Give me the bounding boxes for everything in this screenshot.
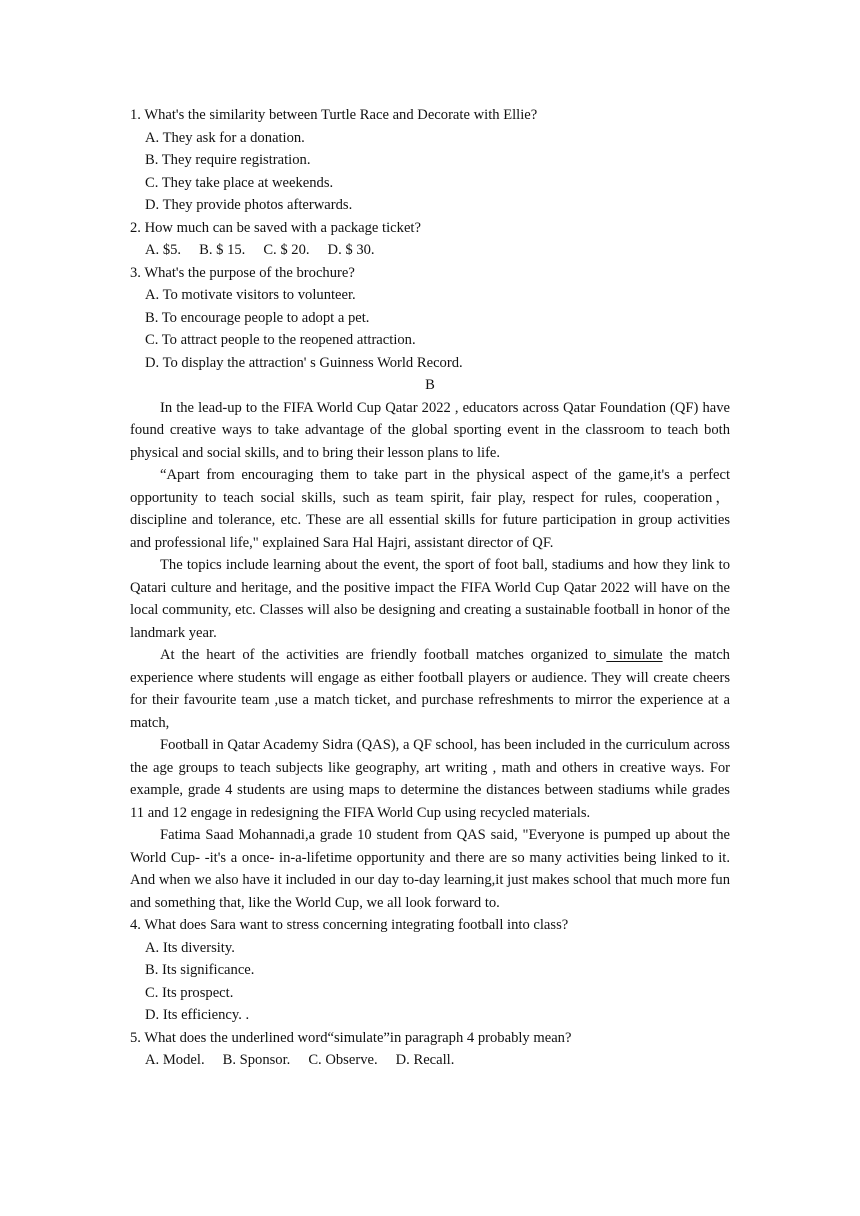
question-5-option-d: D. Recall. bbox=[395, 1052, 455, 1068]
question-5-option-b: B. Sponsor. bbox=[222, 1052, 291, 1068]
paragraph-4-text-before: At the heart of the activities are friendly football matches organized to bbox=[160, 647, 607, 663]
question-3-option-d: D. To display the attraction' s Guinness World Record. bbox=[145, 354, 463, 371]
question-3-option-c: C. To attract people to the reopened attraction. bbox=[145, 332, 416, 348]
question-3-option-b: B. To encourage people to adopt a pet. bbox=[145, 309, 370, 326]
question-3-option-a: A. To motivate visitors to volunteer. bbox=[145, 287, 356, 303]
exam-page bbox=[130, 104, 730, 1072]
question-5-options bbox=[130, 1049, 730, 1072]
question-1-stem: 1. What's the similarity between Turtle Race and Decorate with Ellie? bbox=[130, 107, 538, 123]
question-2-option-d: D. $ 30. bbox=[327, 242, 375, 258]
question-4-option-a: A. Its diversity. bbox=[145, 939, 235, 956]
question-1-option-d: D. They provide photos afterwards. bbox=[145, 197, 353, 213]
passage-paragraph-5: Football in Qatar Academy Sidra (QAS), a QF school, has been included in the curriculum across the age groups to teach subjects like geography, art writing , math and others in creative ways. For example, grade 4 students are using maps to determine the distances between stadiums while grades 11 and 12 engage in redesigning the FIFA World Cup using recycled materials. bbox=[130, 737, 730, 821]
underlined-word-simulate: simulate bbox=[606, 647, 663, 663]
question-5-option-c: C. Observe. bbox=[308, 1052, 378, 1068]
question-4-option-d: D. Its efficiency. . bbox=[145, 1007, 250, 1023]
passage-paragraph-4 bbox=[130, 644, 730, 734]
question-2-option-b: B. $ 15. bbox=[199, 242, 246, 258]
question-1-option-b: B. They require registration. bbox=[145, 152, 311, 168]
question-5-stem: 5. What does the underlined word“simulate”in paragraph 4 probably mean? bbox=[130, 1029, 572, 1046]
passage-paragraph-1: In the lead-up to the FIFA World Cup Qatar 2022 , educators across Qatar Foundation (QF) have found creative ways to take advantage of the global sporting event in the classroom to teach both physical and social skills, and to bring their lesson plans to life. bbox=[130, 399, 730, 461]
question-2-stem: 2. How much can be saved with a package ticket? bbox=[130, 219, 421, 236]
question-4-stem: 4. What does Sara want to stress concerning integrating football into class? bbox=[130, 917, 569, 933]
passage-paragraph-6: Fatima Saad Mohannadi,a grade 10 student from QAS said, "Everyone is pumped up about the World Cup- -it's a once- in-a-lifetime opportunity and there are so many activities being linked to it. And when we also have it included in our day to-day learning,it just makes school that much more fun and something that, like the World Cup, we all look forward to. bbox=[130, 827, 730, 911]
paragraph-4-text-after: the match experience where students will engage as either football players or audience. They will create cheers for their favourite team ,use a match ticket, and purchase refreshments to mirror the experience at a match, bbox=[130, 647, 730, 731]
question-2-options bbox=[130, 239, 730, 262]
question-4-option-c: C. Its prospect. bbox=[145, 984, 234, 1001]
question-3-stem: 3. What's the purpose of the brochure? bbox=[130, 264, 355, 281]
passage-paragraph-3: The topics include learning about the event, the sport of foot ball, stadiums and how they link to Qatari culture and heritage, and the positive impact the FIFA World Cup Qatar 2022 will have on the local community, etc. Classes will also be designing and creating a sustainable football in honor of the landmark year. bbox=[130, 557, 730, 641]
question-5-option-a: A. Model. bbox=[145, 1052, 205, 1068]
section-label: B bbox=[425, 377, 435, 393]
question-4-option-b: B. Its significance. bbox=[145, 962, 255, 978]
question-2-option-a: A. $5. bbox=[145, 242, 182, 258]
question-1-option-c: C. They take place at weekends. bbox=[145, 174, 334, 191]
question-1-option-a: A. They ask for a donation. bbox=[145, 129, 305, 146]
question-2-option-c: C. $ 20. bbox=[263, 242, 310, 258]
passage-paragraph-2: “Apart from encouraging them to take part in the physical aspect of the game,it's a perfect opportunity to teach social skills, such as team spirit, fair play, respect for rules, cooperation，discipline and tolerance, etc. These are all essential skills for future participation in group activities and professional life," explained Sara Hal Hajri, assistant director of QF. bbox=[130, 467, 730, 551]
